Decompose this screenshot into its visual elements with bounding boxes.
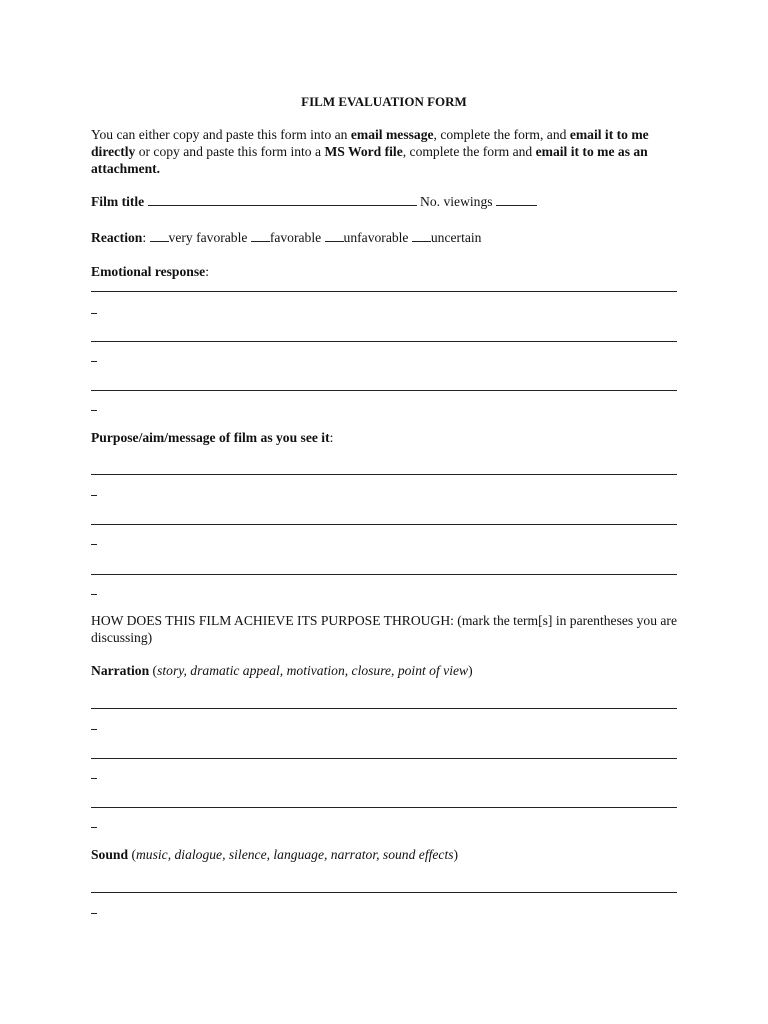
- answer-line-end: [91, 313, 97, 314]
- sound-terms: music, dialogue, silence, language, narrator, sound effects: [135, 847, 454, 862]
- answer-line-end: [91, 495, 97, 496]
- narration-terms: story, dramatic appeal, motivation, closure, point of view: [157, 663, 469, 678]
- narration-heading: Narration (story, dramatic appeal, motivation, closure, point of view): [91, 663, 473, 678]
- answer-line[interactable]: [91, 390, 677, 391]
- viewings-label: No. viewings: [420, 194, 493, 209]
- answer-line[interactable]: [91, 708, 677, 709]
- answer-line[interactable]: [91, 524, 677, 525]
- answer-line[interactable]: [91, 892, 677, 893]
- answer-line[interactable]: [91, 574, 677, 575]
- attachment-phrase: email it to me as an attachment.: [91, 144, 648, 176]
- answer-line[interactable]: [91, 758, 677, 759]
- reaction-favorable-blank[interactable]: [251, 230, 270, 242]
- ms-word-phrase: MS Word file: [324, 144, 403, 159]
- sound-heading: Sound (music, dialogue, silence, language, narrator, sound effects): [91, 847, 459, 862]
- answer-line-end: [91, 410, 97, 411]
- form-title: FILM EVALUATION FORM: [301, 94, 467, 109]
- answer-line[interactable]: [91, 341, 677, 342]
- answer-line-end: [91, 778, 97, 779]
- answer-line[interactable]: [91, 807, 677, 808]
- emotional-response-heading: Emotional response:: [91, 264, 209, 279]
- email-message-phrase: email message: [350, 127, 434, 142]
- reaction-option: unfavorable: [343, 230, 409, 245]
- reaction-very-favorable-blank[interactable]: [150, 230, 169, 242]
- film-title-row: [91, 194, 537, 210]
- reaction-option: uncertain: [430, 230, 482, 245]
- reaction-label: Reaction: [91, 230, 143, 245]
- film-title-label: Film title: [91, 194, 145, 209]
- answer-line-end: [91, 827, 97, 828]
- intro-paragraph: You can either copy and paste this form into an email message, complete the form, and email it to me directly or copy and paste this form into a MS Word file, complete the form and email it to me as an attachment.: [91, 127, 649, 176]
- answer-line[interactable]: [91, 474, 677, 475]
- film-title-field[interactable]: [148, 194, 417, 206]
- reaction-option: very favorable: [168, 230, 248, 245]
- reaction-row: Reaction: very favorable favorable unfavorable uncertain: [91, 230, 482, 245]
- reaction-uncertain-blank[interactable]: [412, 230, 431, 242]
- reaction-unfavorable-blank[interactable]: [325, 230, 344, 242]
- answer-line-end: [91, 544, 97, 545]
- viewings-field[interactable]: [496, 194, 537, 206]
- answer-line[interactable]: [91, 291, 677, 292]
- answer-line-end: [91, 913, 97, 914]
- how-heading: HOW DOES THIS FILM ACHIEVE ITS PURPOSE THROUGH: (mark the term[s] in parentheses you are discussing): [91, 613, 677, 645]
- answer-line-end: [91, 594, 97, 595]
- email-directly-phrase: email it to me directly: [91, 127, 649, 159]
- purpose-heading: Purpose/aim/message of film as you see it:: [91, 430, 334, 445]
- answer-line-end: [91, 361, 97, 362]
- answer-line-end: [91, 729, 97, 730]
- reaction-option: favorable: [269, 230, 322, 245]
